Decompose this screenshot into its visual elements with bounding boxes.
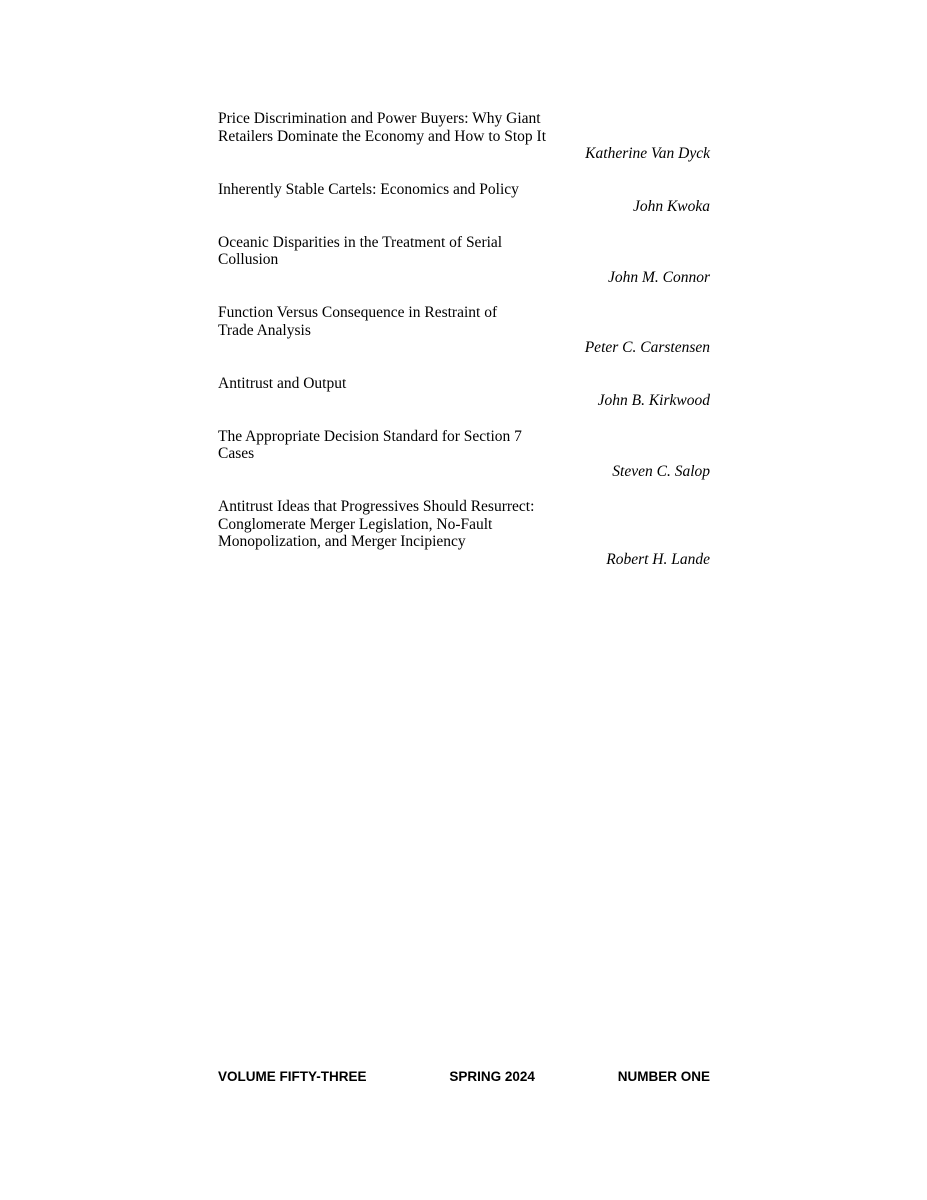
toc-entry — [218, 110, 710, 163]
article-title-line: Function Versus Consequence in Restraint of — [218, 304, 498, 321]
article-author: Peter C. Carstensen — [584, 339, 710, 356]
article-title-line: Antitrust Ideas that Progressives Should Resurrect: — [218, 498, 535, 515]
article-author: John B. Kirkwood — [597, 392, 710, 409]
article-title-line: Cases — [218, 445, 255, 462]
article-author: Robert H. Lande — [606, 550, 710, 568]
article-title — [218, 375, 548, 393]
article-title-line: Retailers Dominate the Economy and How to Stop It — [218, 127, 547, 145]
article-title — [218, 234, 548, 269]
article-author: John Kwoka — [632, 198, 710, 215]
volume-label: VOLUME FIFTY-THREE — [218, 1069, 367, 1084]
article-title — [218, 304, 548, 339]
article-title-line: Monopolization, and Merger Incipiency — [218, 533, 466, 550]
article-title — [218, 498, 548, 551]
article-title-line: Antitrust and Output — [218, 374, 347, 392]
toc-entry — [218, 234, 710, 287]
article-title-line: Trade Analysis — [218, 321, 311, 339]
issue-number-label: NUMBER ONE — [617, 1069, 710, 1084]
toc-entry — [218, 498, 710, 568]
article-title — [218, 181, 548, 199]
article-author: Steven C. Salop — [612, 462, 710, 480]
toc-entry — [218, 428, 710, 481]
toc-entry — [218, 181, 710, 216]
issue-date-label: SPRING 2024 — [449, 1069, 535, 1084]
article-author: Katherine Van Dyck — [585, 145, 710, 162]
article-title-line: Oceanic Disparities in the Treatment of Serial — [218, 233, 503, 251]
issue-footer — [218, 1069, 710, 1085]
article-title — [218, 110, 548, 145]
article-author: John M. Connor — [607, 268, 710, 286]
article-title-line: Collusion — [218, 251, 279, 268]
article-title-line: Price Discrimination and Power Buyers: Why Giant — [218, 110, 541, 127]
article-title-line: The Appropriate Decision Standard for Section 7 — [218, 427, 522, 445]
toc-entry — [218, 375, 710, 410]
toc-entry — [218, 304, 710, 357]
article-title — [218, 428, 548, 463]
article-title-line: Conglomerate Merger Legislation, No-Fault — [218, 515, 493, 533]
article-title-line: Inherently Stable Cartels: Economics and Policy — [218, 180, 519, 198]
table-of-contents — [218, 110, 710, 586]
